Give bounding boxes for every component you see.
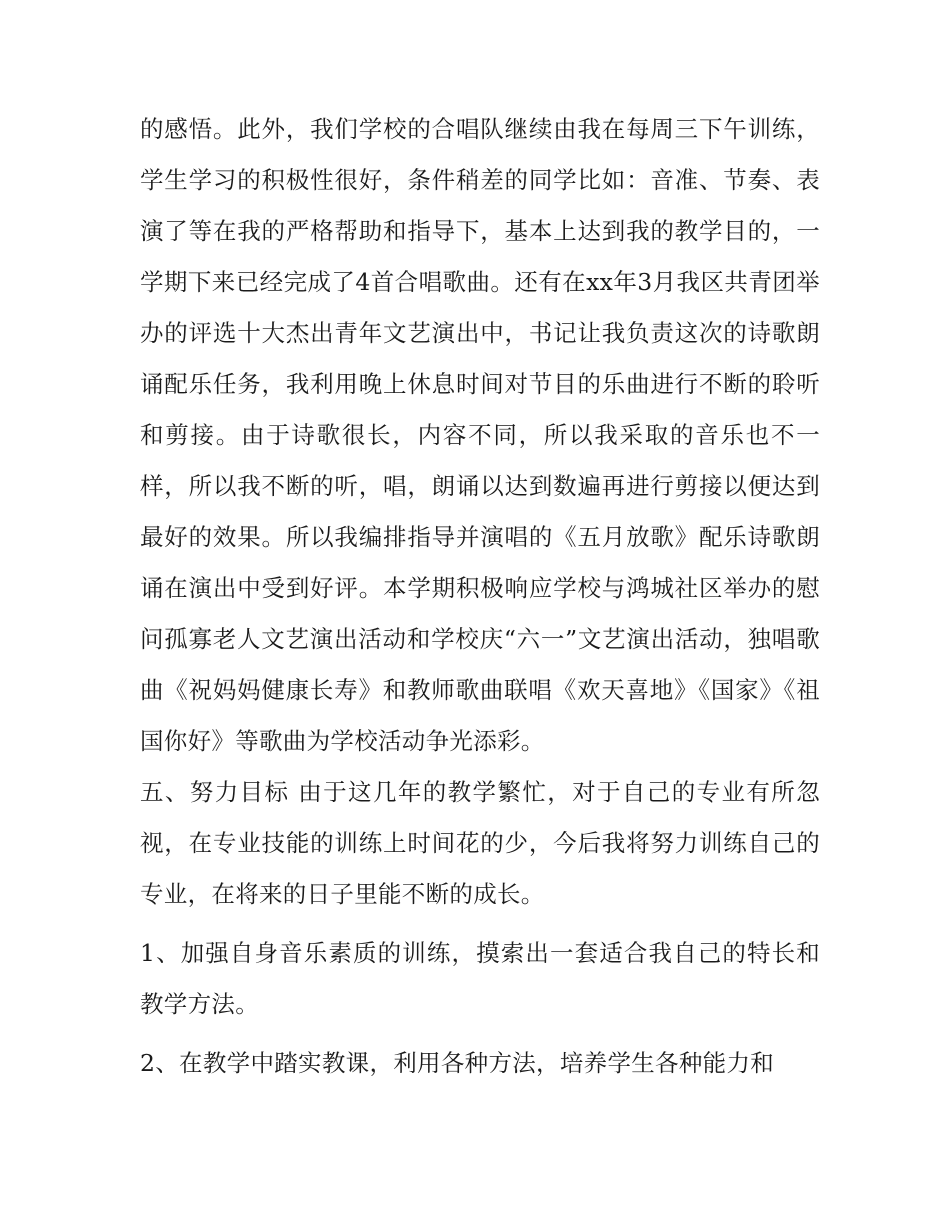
- list-item-2: 2、在教学中踏实教课，利用各种方法，培养学生各种能力和: [140, 1049, 775, 1077]
- list-item-1: 1、加强自身音乐素质的训练，摸索出一套适合我自己的特长和教学方法。: [140, 939, 820, 1018]
- document-body: [140, 104, 820, 1089]
- paragraph-goals: 五、努力目标 由于这几年的教学繁忙，对于自己的专业有所忽视，在专业技能的训练上时间花的少，今后我将努力训练自己的专业，在将来的日子里能不断的成长。: [140, 778, 820, 908]
- paragraph-activities: 的感悟。此外，我们学校的合唱队继续由我在每周三下午训练，学生学习的积极性很好，条件稍差的同学比如：音准、节奏、表演了等在我的严格帮助和指导下，基本上达到我的教学目的，一学期下来已经完成了4首合唱歌曲。还有在xx年3月我区共青团举办的评选十大杰出青年文艺演出中，书记让我负责这次的诗歌朗诵配乐任务，我利用晚上休息时间对节目的乐曲进行不断的聆听和剪接。由于诗歌很长，内容不同，所以我采取的音乐也不一样，所以我不断的听，唱，朗诵以达到数遍再进行剪接以便达到最好的效果。所以我编排指导并演唱的《五月放歌》配乐诗歌朗诵在演出中受到好评。本学期积极响应学校与鸿城社区举办的慰问孤寡老人文艺演出活动和学校庆“六一”文艺演出活动，独唱歌曲《祝妈妈健康长寿》和教师歌曲联唱《欢天喜地》《国家》《祖国你好》等歌曲为学校活动争光添彩。: [140, 115, 820, 755]
